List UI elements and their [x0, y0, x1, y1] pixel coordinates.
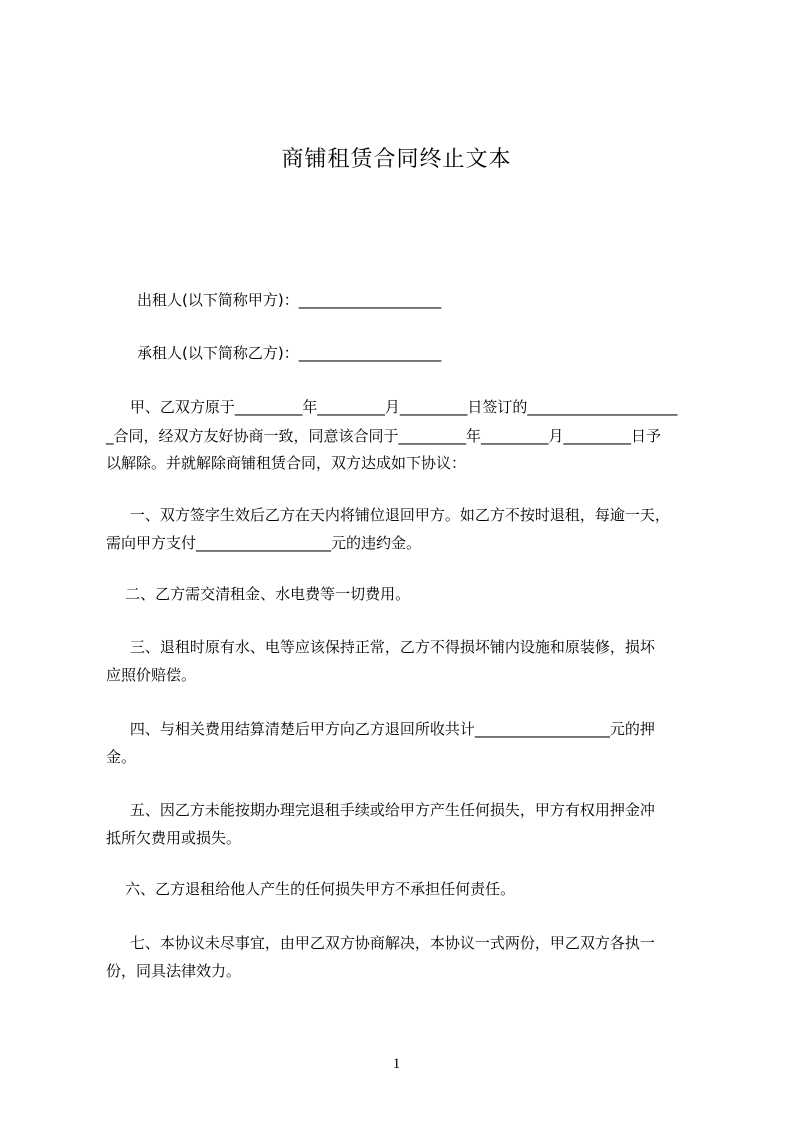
intro-line: 甲、乙双方原于_________年_________月_________日签订的____________________	[106, 398, 678, 416]
clause-line: 份，同具法律效力。	[106, 962, 242, 980]
clause-line: 抵所欠费用或损失。	[106, 829, 242, 847]
clause-line: 六、乙方退租给他人产生的任何损失甲方不承担任何责任。	[106, 880, 516, 898]
clause-line: 三、退租时原有水、电等应该保持正常，乙方不得损坏铺内设施和原装修，损坏	[106, 638, 655, 656]
clause-line: 金。	[106, 748, 137, 766]
clause-line: 应照价赔偿。	[106, 666, 197, 684]
clause-line: 七、本协议未尽事宜，由甲乙双方协商解决，本协议一式两份，甲乙双方各执一	[106, 934, 655, 952]
clause-line: 需向甲方支付__________________元的违约金。	[106, 534, 422, 552]
intro-line: _合同，经双方友好协商一致，同意该合同于_________年_________月_________日予	[106, 427, 662, 445]
page-number: 1	[392, 1056, 401, 1072]
clause-line: 四、与相关费用结算清楚后甲方向乙方退回所收共计__________________元的押	[106, 720, 655, 738]
lessor-line: 出租人(以下简称甲方)：___________________	[137, 291, 442, 309]
clause-line: 二、乙方需交清租金、水电费等一切费用。	[106, 585, 411, 603]
document-title: 商铺租赁合同终止文本	[281, 147, 512, 172]
lessee-line: 承租人(以下简称乙方)：___________________	[137, 344, 442, 362]
clause-line: 一、双方签字生效后乙方在天内将铺位退回甲方。如乙方不按时退租，每逾一天，	[106, 506, 670, 524]
intro-line: 以解除。并就解除商铺租赁合同，双方达成如下协议：	[106, 454, 467, 472]
clause-line: 五、因乙方未能按期办理完退租手续或给甲方产生任何损失，甲方有权用押金冲	[106, 801, 655, 819]
